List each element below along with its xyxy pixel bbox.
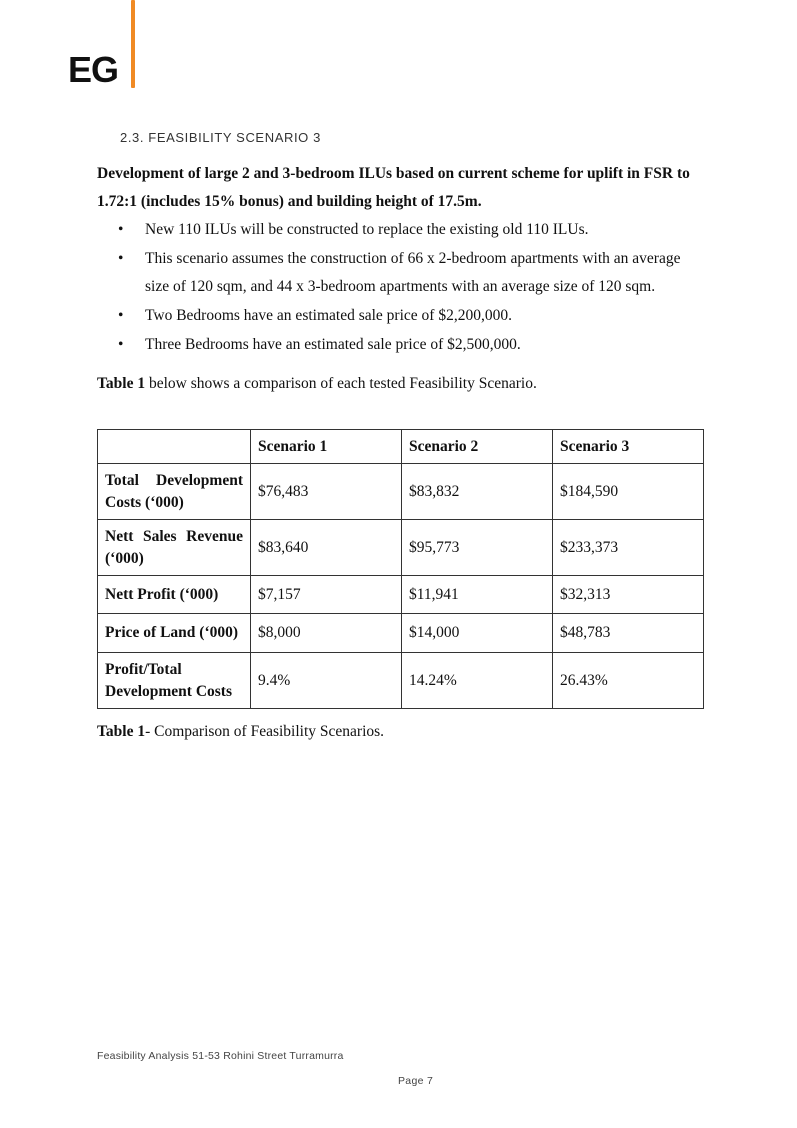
table-reference-label: Table 1 — [97, 375, 146, 392]
bullet-text: New 110 ILUs will be constructed to replace the existing old 110 ILUs. — [145, 221, 589, 238]
section-heading: 2.3. FEASIBILITY SCENARIO 3 — [120, 130, 321, 145]
bullet-dot-icon: • — [118, 250, 124, 267]
table-cell: $83,640 — [251, 520, 402, 576]
table-reference-sentence — [97, 370, 537, 398]
table-header-cell: Scenario 3 — [553, 430, 704, 464]
table-reference-text: below shows a comparison of each tested Feasibility Scenario. — [145, 375, 537, 392]
table-header-cell: Scenario 1 — [251, 430, 402, 464]
bullet-text: Two Bedrooms have an estimated sale price of $2,200,000. — [145, 307, 512, 324]
page-number: Page 7 — [398, 1075, 434, 1087]
bullet-dot-icon: • — [118, 336, 124, 353]
table-cell: $7,157 — [251, 576, 402, 614]
table-cell: $83,832 — [402, 464, 553, 520]
feasibility-comparison-table — [97, 429, 704, 709]
bullet-item — [97, 331, 707, 359]
table-cell: $48,783 — [553, 614, 704, 653]
table-cell: $14,000 — [402, 614, 553, 653]
table-row-label: Profit/Total Development Costs — [98, 653, 251, 709]
table-cell: $233,373 — [553, 520, 704, 576]
table-cell: 14.24% — [402, 653, 553, 709]
table-header-row — [98, 430, 704, 464]
table-row — [98, 614, 704, 653]
table-row-label: Nett Profit (‘000) — [98, 576, 251, 614]
table-caption — [97, 718, 384, 746]
logo-accent-bar — [131, 0, 135, 88]
table-cell: 26.43% — [553, 653, 704, 709]
bullet-item — [97, 302, 707, 330]
footer-document-title: Feasibility Analysis 51-53 Rohini Street Turramurra — [97, 1050, 344, 1062]
table-cell: $32,313 — [553, 576, 704, 614]
table-cell: 9.4% — [251, 653, 402, 709]
caption-text: - Comparison of Feasibility Scenarios. — [145, 723, 385, 740]
intro-paragraph: Development of large 2 and 3-bedroom ILUs based on current scheme for uplift in FSR to 1.72:1 (includes 15% bonus) and building height of 17.5m. — [97, 165, 690, 210]
table-cell: $76,483 — [251, 464, 402, 520]
table-row — [98, 520, 704, 576]
bullet-dot-icon: • — [118, 221, 124, 238]
table-header-cell — [98, 430, 251, 464]
table-cell: $184,590 — [553, 464, 704, 520]
table-row — [98, 576, 704, 614]
table-cell: $8,000 — [251, 614, 402, 653]
company-logo — [68, 0, 148, 92]
bullet-text: This scenario assumes the construction of 66 x 2-bedroom apartments with an average size of 120 sqm, and 44 x 3-bedroom apartments with an average size of 120 sqm. — [145, 250, 681, 295]
table-header-cell: Scenario 2 — [402, 430, 553, 464]
table-row — [98, 653, 704, 709]
table-row-label: Total Development Costs (‘000) — [98, 464, 251, 520]
bullet-dot-icon: • — [118, 307, 124, 324]
table-row-label: Nett Sales Revenue (‘000) — [98, 520, 251, 576]
bullet-text: Three Bedrooms have an estimated sale price of $2,500,000. — [145, 336, 521, 353]
bullet-item — [97, 245, 707, 301]
table-row-label: Price of Land (‘000) — [98, 614, 251, 653]
caption-label: Table 1 — [97, 723, 146, 740]
bullet-list — [97, 216, 707, 360]
table-cell: $95,773 — [402, 520, 553, 576]
table-row — [98, 464, 704, 520]
logo-text: EG — [68, 49, 119, 90]
bullet-item — [97, 216, 707, 244]
table-cell: $11,941 — [402, 576, 553, 614]
